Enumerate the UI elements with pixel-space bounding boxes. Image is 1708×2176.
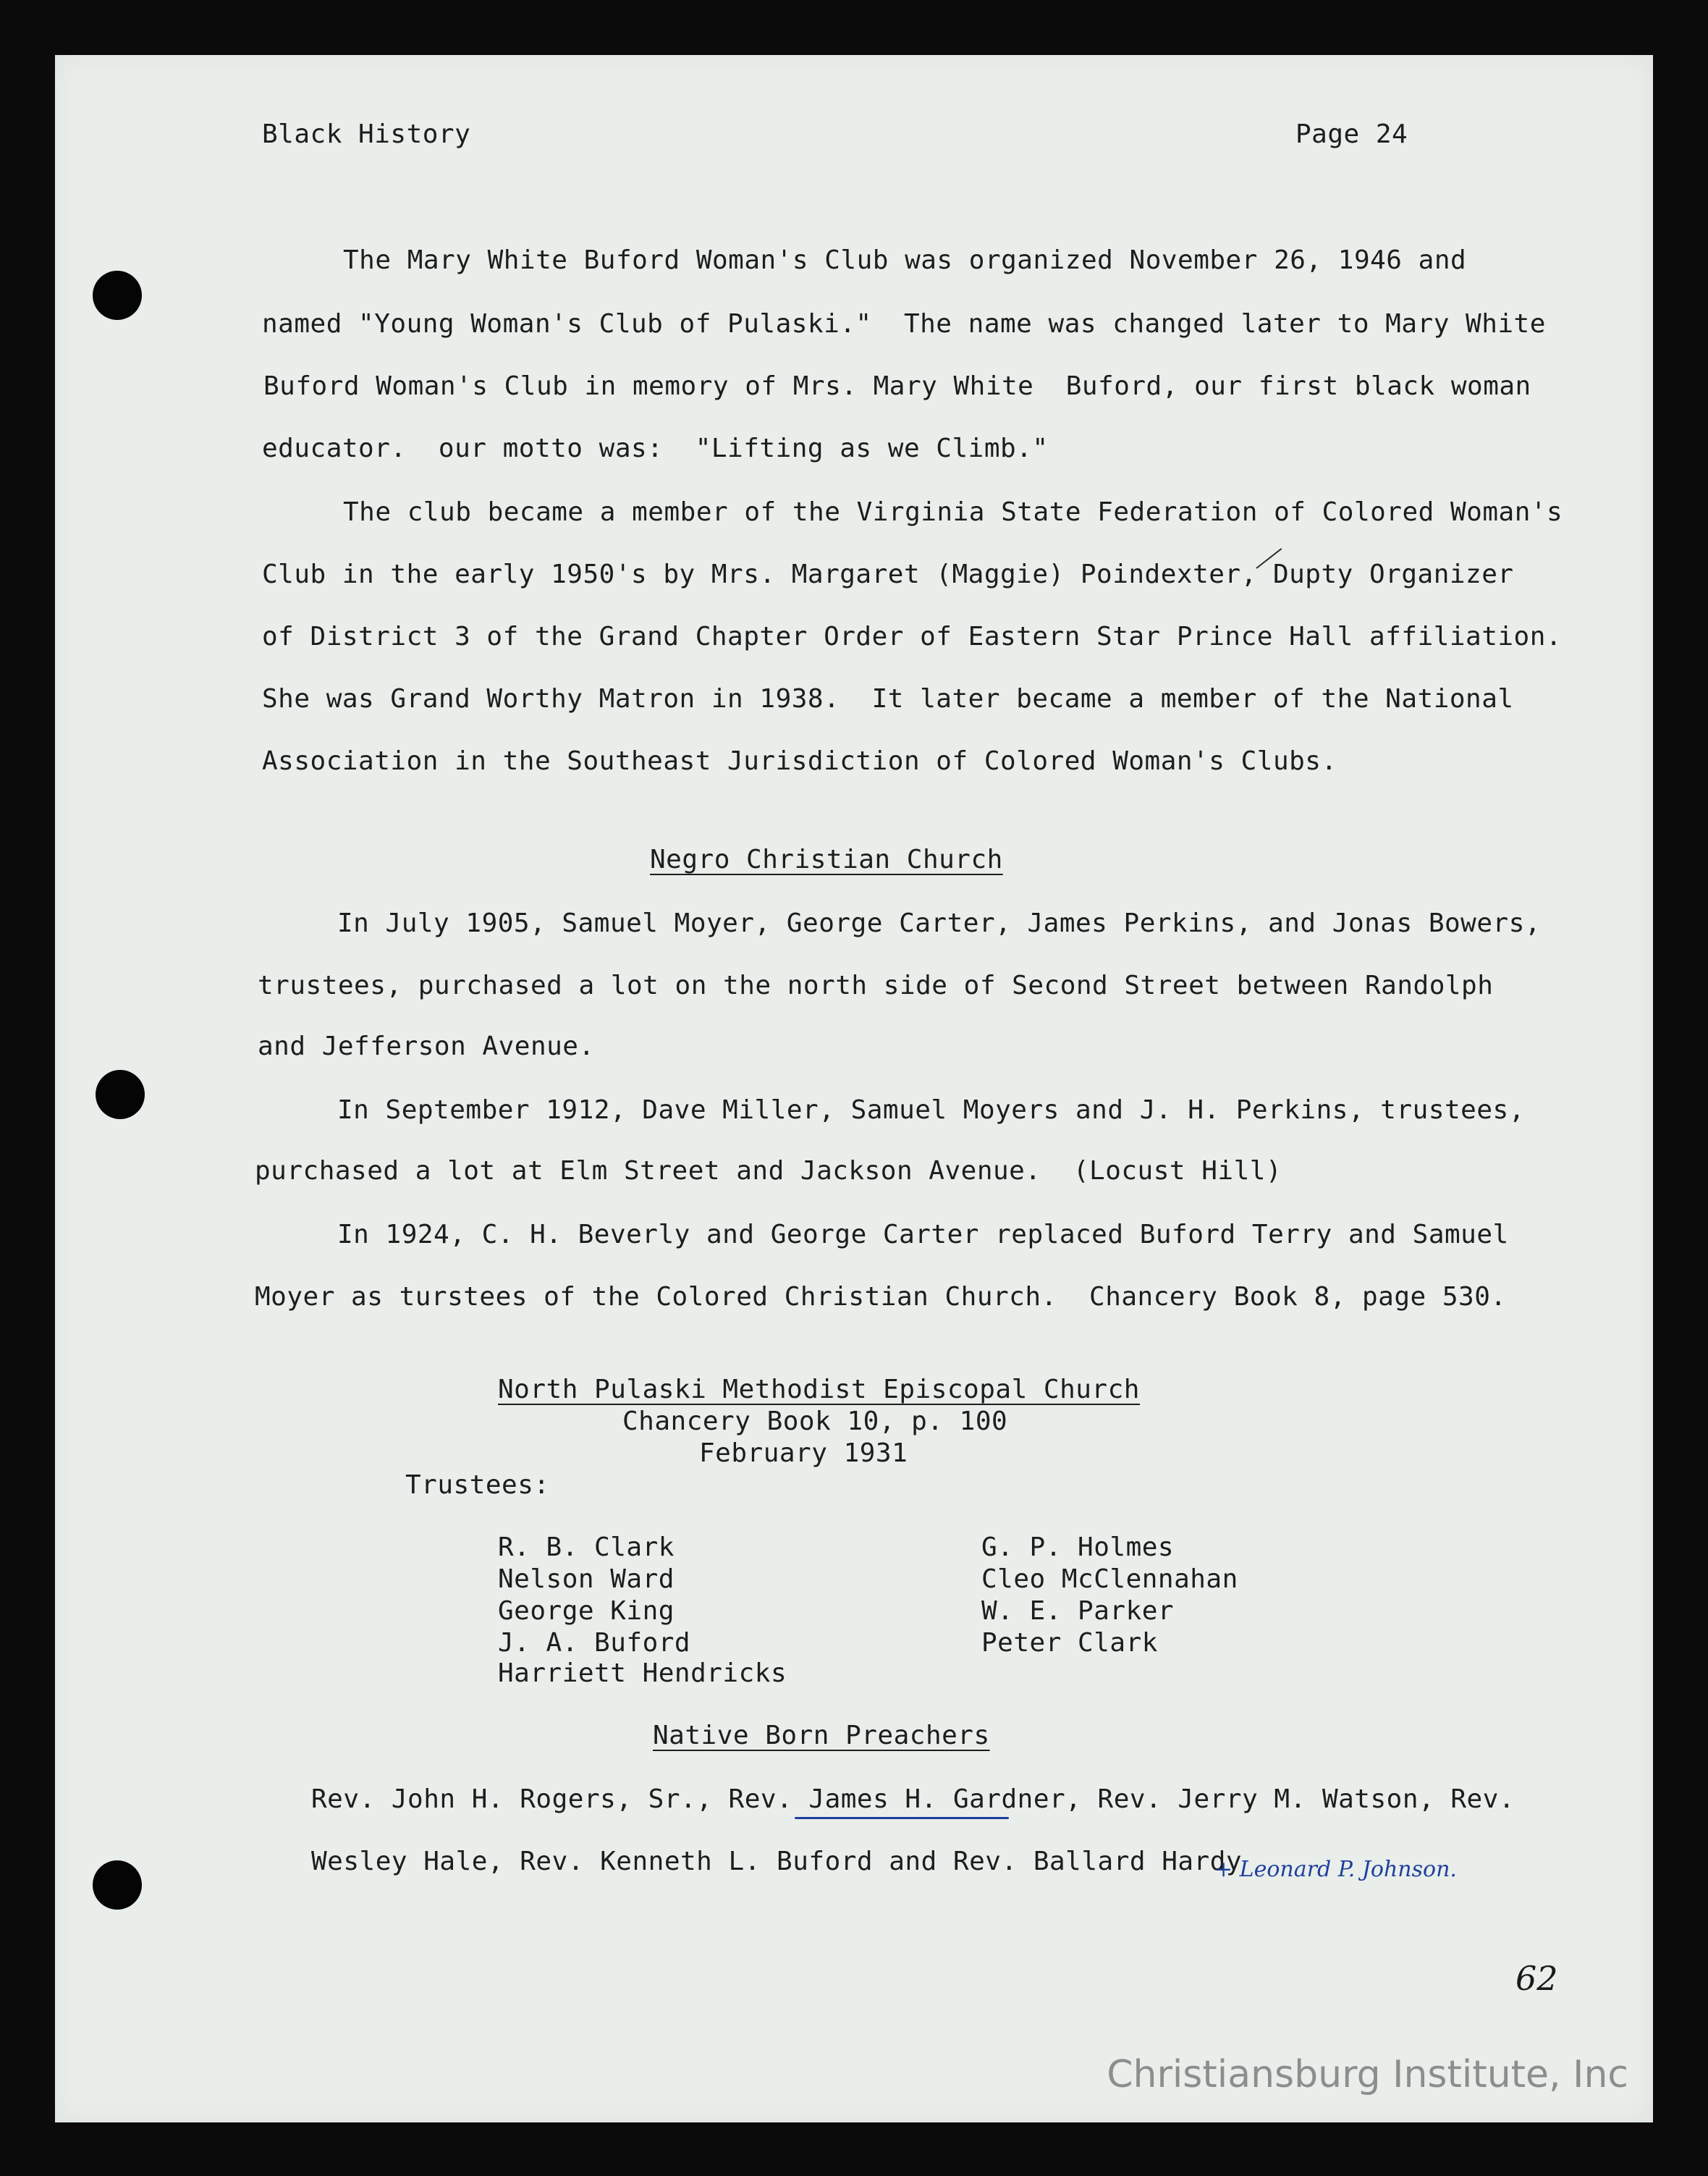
preachers-line-2: Wesley Hale, Rev. Kenneth L. Buford and Rev. Ballard Hardy (311, 1847, 1243, 1876)
heading-negro-christian-church: Negro Christian Church (650, 845, 1003, 874)
header-title: Black History (262, 119, 471, 149)
s1-p2-line-2: purchased a lot at Elm Street and Jackson Avenue. (Locust Hill) (255, 1156, 1282, 1186)
handwritten-addition: + Leonard P. Johnson. (1214, 1857, 1457, 1882)
punch-hole-top (93, 271, 142, 320)
page-label: Page 24 (1295, 119, 1408, 149)
para2-line-5: Association in the Southeast Jurisdiction of Colored Woman's Clubs. (262, 746, 1337, 776)
para1-line-1: The Mary White Buford Woman's Club was organized November 26, 1946 and (343, 245, 1467, 275)
pen-underline (795, 1817, 1009, 1819)
trustee-left-4: J. A. Buford (498, 1628, 691, 1658)
s1-p3-line-2: Moyer as turstees of the Colored Christian Church. Chancery Book 8, page 530. (255, 1282, 1507, 1312)
s1-p3-line-1: In 1924, C. H. Beverly and George Carter replaced Buford Terry and Samuel (337, 1220, 1509, 1249)
para1-line-4: educator. our motto was: "Lifting as we Climb." (262, 434, 1049, 463)
s1-p1-line-1: In July 1905, Samuel Moyer, George Carter, James Perkins, and Jonas Bowers, (337, 908, 1542, 938)
para1-line-2: named "Young Woman's Club of Pulaski." The name was changed later to Mary White (262, 309, 1546, 339)
para2-line-3: of District 3 of the Grand Chapter Order of Eastern Star Prince Hall affiliation. (262, 622, 1563, 651)
trustee-right-3: W. E. Parker (981, 1596, 1175, 1626)
handwritten-page-number: 62 (1515, 1959, 1558, 1998)
punch-hole-bottom (93, 1860, 142, 1910)
trustee-right-1: G. P. Holmes (981, 1532, 1175, 1562)
preachers-line-1: Rev. John H. Rogers, Sr., Rev. James H. Gardner, Rev. Jerry M. Watson, Rev. (311, 1784, 1515, 1814)
trustee-left-1: R. B. Clark (498, 1532, 675, 1562)
trustee-left-3: George King (498, 1596, 675, 1626)
trustee-right-2: Cleo McClennahan (981, 1564, 1238, 1594)
date-line: February 1931 (699, 1438, 908, 1468)
s1-p1-line-2: trustees, purchased a lot on the north side of Second Street between Randolph (258, 971, 1494, 1000)
heading-native-born-preachers: Native Born Preachers (653, 1721, 990, 1750)
trustees-label: Trustees: (405, 1470, 550, 1500)
trustee-left-5: Harriett Hendricks (498, 1658, 787, 1688)
para1-line-3: Buford Woman's Club in memory of Mrs. Mary White Buford, our first black woman (263, 371, 1531, 401)
punch-hole-middle (96, 1070, 145, 1119)
chancery-reference: Chancery Book 10, p. 100 (622, 1407, 1008, 1436)
trustee-left-2: Nelson Ward (498, 1564, 675, 1594)
s1-p2-line-1: In September 1912, Dave Miller, Samuel Moyers and J. H. Perkins, trustees, (337, 1095, 1525, 1125)
para2-line-4: She was Grand Worthy Matron in 1938. It later became a member of the National (262, 684, 1514, 714)
watermark-text: Christiansburg Institute, Inc (1107, 2053, 1628, 2096)
heading-north-pulaski-church: North Pulaski Methodist Episcopal Church (498, 1375, 1140, 1404)
para2-line-1: The club became a member of the Virginia State Federation of Colored Woman's (343, 497, 1563, 527)
para2-line-2: Club in the early 1950's by Mrs. Margaret (Maggie) Poindexter, Dupty Organizer (262, 560, 1514, 589)
trustee-right-4: Peter Clark (981, 1628, 1158, 1658)
s1-p1-line-3: and Jefferson Avenue. (258, 1032, 595, 1061)
